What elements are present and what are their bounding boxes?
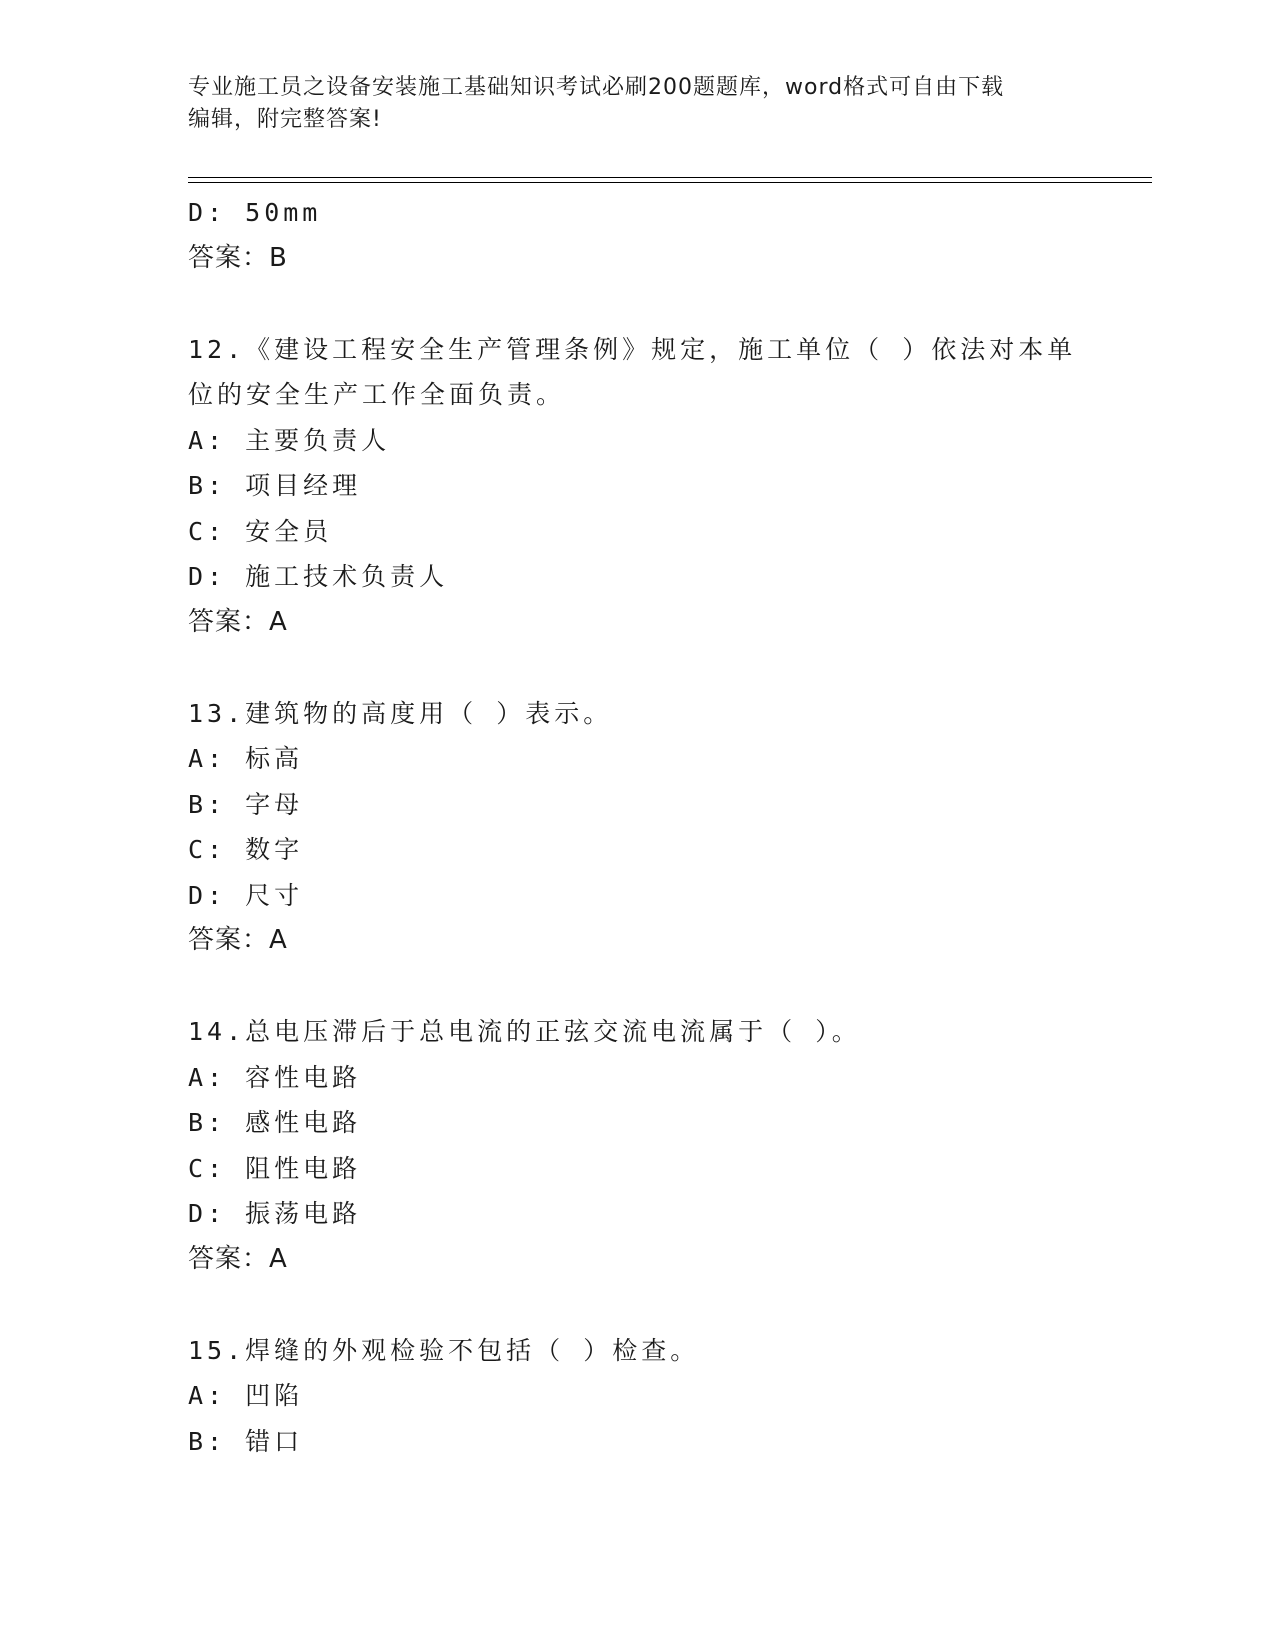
question-14-stem: 14.总电压滞后于总电流的正弦交流电流属于（ ）。: [188, 1017, 861, 1046]
question-14-option-d: D: 振荡电路: [188, 1199, 362, 1228]
question-13-option-a: A: 标高: [188, 744, 304, 773]
question-13-stem: 13.建筑物的高度用（ ）表示。: [188, 698, 613, 728]
question-14-option-a: A: 容性电路: [188, 1062, 362, 1092]
question-15-option-b: B: 错口: [188, 1426, 304, 1456]
question-12: [188, 327, 1088, 646]
question-14-option-b: B: 感性电路: [188, 1108, 362, 1137]
question-15: [188, 1328, 1088, 1465]
question-14: [188, 1009, 1088, 1282]
header-title-line-1: 专业施工员之设备安装施工基础知识考试必刷200题题库，word格式可自由下载: [188, 75, 1005, 100]
spacer: [188, 964, 1088, 1010]
prev-option-d: D: 50mm: [188, 198, 322, 227]
question-13-option-b: B: 字母: [188, 789, 304, 819]
spacer: [188, 281, 1088, 327]
question-12-stem-line-1: 12.《建设工程安全生产管理条例》规定，施工单位（ ）依法对本单: [188, 334, 1077, 364]
spacer: [188, 1282, 1088, 1328]
header-title-line-2: 编辑，附完整答案!: [188, 107, 382, 132]
question-12-option-d: D: 施工技术负责人: [188, 562, 449, 591]
question-15-stem: 15.焊缝的外观检验不包括（ ）检查。: [188, 1335, 700, 1365]
question-13-option-d: D: 尺寸: [188, 880, 304, 910]
question-14-answer: 答案：A: [188, 1243, 288, 1274]
question-12-option-c: C: 安全员: [188, 516, 333, 546]
header-divider-top: [188, 177, 1152, 178]
question-13-answer: 答案：A: [188, 925, 288, 955]
question-12-option-a: A: 主要负责人: [188, 425, 391, 455]
question-13: [188, 691, 1088, 964]
question-13-option-c: C: 数字: [188, 835, 304, 864]
question-15-option-a: A: 凹陷: [188, 1381, 304, 1410]
spacer: [188, 645, 1088, 691]
question-12-option-b: B: 项目经理: [188, 471, 362, 500]
header-divider-bottom: [188, 182, 1152, 183]
question-12-answer: 答案：A: [188, 606, 288, 637]
document-header: [188, 72, 1088, 136]
prev-answer: 答案：B: [188, 242, 288, 273]
question-list: [188, 190, 1088, 1464]
question-12-stem-line-2: 位的安全生产工作全面负责。: [188, 380, 566, 409]
question-14-option-c: C: 阻性电路: [188, 1153, 362, 1183]
